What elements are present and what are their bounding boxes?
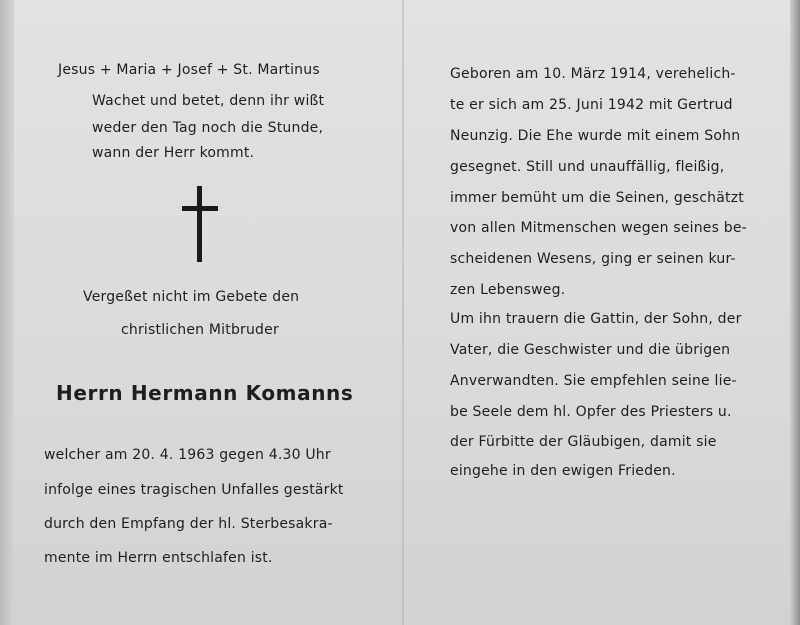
card-right-edge [790,0,800,625]
header-line: Jesus + Maria + Josef + St. Martinus [58,62,320,78]
card-fold [402,0,404,625]
bio-line-10: Vater, die Geschwister und die übrigen [450,342,731,358]
bio-line-12: be Seele dem hl. Opfer des Priesters u. [450,404,732,420]
bio-line-1: Geboren am 10. März 1914, verehelich- [450,66,736,82]
prayer-line-2: christlichen Mitbruder [121,322,279,338]
bio-line-14: eingehe in den ewigen Frieden. [450,463,676,479]
bio-line-6: von allen Mitmenschen wegen seines be- [450,220,747,236]
verse-line-3: wann der Herr kommt. [92,145,255,161]
bio-line-3: Neunzig. Die Ehe wurde mit einem Sohn [450,128,741,144]
bio-line-8: zen Lebensweg. [450,282,566,298]
verse-line-1: Wachet und betet, denn ihr wißt [92,93,325,109]
verse-line-2: weder den Tag noch die Stunde, [92,120,324,136]
bio-line-11: Anverwandten. Sie empfehlen seine lie- [450,373,737,389]
bio-line-4: gesegnet. Still und unauffällig, fleißig, [450,159,725,175]
death-line-2: infolge eines tragischen Unfalles gestärkt [44,482,344,498]
bio-line-5: immer bemüht um die Seinen, geschätzt [450,190,744,206]
bio-line-2: te er sich am 25. Juni 1942 mit Gertrud [450,97,733,113]
latin-cross-icon [182,186,218,262]
card-left-edge [0,0,14,625]
deceased-name: Herrn Hermann Komanns [56,381,354,405]
death-line-4: mente im Herrn entschlafen ist. [44,550,273,566]
bio-line-13: der Fürbitte der Gläubigen, damit sie [450,434,717,450]
death-line-1: welcher am 20. 4. 1963 gegen 4.30 Uhr [44,447,331,463]
prayer-line-1: Vergeßet nicht im Gebete den [83,289,300,305]
death-line-3: durch den Empfang der hl. Sterbesakra- [44,516,333,532]
bio-line-7: scheidenen Wesens, ging er seinen kur- [450,251,736,267]
bio-line-9: Um ihn trauern die Gattin, der Sohn, der [450,311,742,327]
